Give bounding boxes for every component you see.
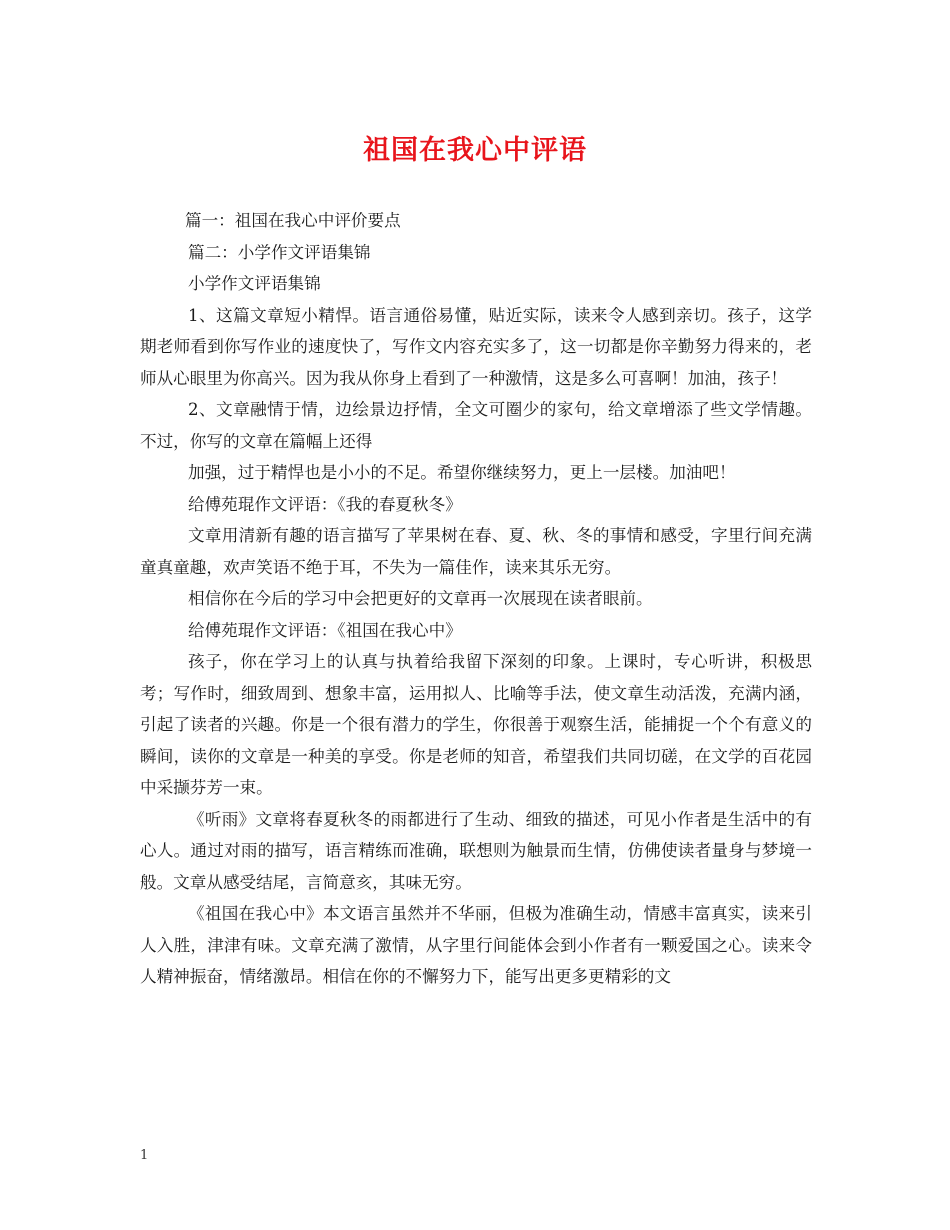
- paragraph-encouragement: 相信你在今后的学习中会把更好的文章再一次展现在读者眼前。: [188, 589, 653, 608]
- section-heading-1: 篇一：祖国在我心中评价要点: [185, 211, 401, 230]
- comment-heading-spring: 给傅苑琨作文评语：《我的春夏秋冬》: [188, 494, 462, 514]
- page-number: 1: [140, 1148, 149, 1163]
- paragraph-comment-1: 1、这篇文章短小精悍。语言通俗易懂，贴近实际，读来令人感到亲切。孩子，这学期老师看到你写作业的速度快了，写作文内容充实多了，这一切都是你辛勤努力得来的，老师从心眼里为你高兴。因为我从你身上看到了一种激情，这是多么可喜啊！加油，孩子！: [140, 305, 812, 388]
- paragraph-comment-motherland-2: 《祖国在我心中》本文语言虽然并不华丽，但极为准确生动，情感丰富真实，读来引人入胜，津津有味。文章充满了激情，从字里行间能体会到小作者有一颗爱国之心。读来令人精神振奋，情绪激昂。相信在你的不懈努力下，能写出更多更精彩的文: [140, 904, 812, 986]
- paragraph-comment-spring: 文章用清新有趣的语言描写了苹果树在春、夏、秋、冬的事情和感受，字里行间充满童真童趣，欢声笑语不绝于耳，不失为一篇佳作，读来其乐无穷。: [140, 526, 812, 577]
- paragraph-comment-motherland: 孩子，你在学习上的认真与执着给我留下深刻的印象。上课时，专心听讲，积极思考；写作时，细致周到、想象丰富，运用拟人、比喻等手法，使文章生动活泼，充满内涵，引起了读者的兴趣。你是一个很有潜力的学生，你很善于观察生活，能捕捉一个个有意义的瞬间，读你的文章是一种美的享受。你是老师的知音，希望我们共同切磋，在文学的百花园中采撷芬芳一束。: [140, 652, 812, 797]
- document-body: [140, 205, 812, 993]
- paragraph-comment-2-continued: 加强，过于精悍也是小小的不足。希望你继续努力，更上一层楼。加油吧！: [188, 463, 736, 482]
- section-heading-2: 篇二：小学作文评语集锦: [188, 242, 371, 262]
- document-title: 祖国在我心中评语: [363, 135, 587, 166]
- paragraph-comment-rain: 《听雨》文章将春夏秋冬的雨都进行了生动、细致的描述，可见小作者是生活中的有心人。通过对雨的描写，语言精练而准确，联想则为触景而生情，仿佛使读者量身与梦境一般。文章从感受结尾，言简意亥，其味无穷。: [140, 809, 812, 892]
- comment-heading-motherland: 给傅苑琨作文评语：《祖国在我心中》: [188, 620, 462, 640]
- paragraph-comment-2: 2、文章融情于情，边绘景边抒情，全文可圈少的家句，给文章增添了些文学情趣。不过，你写的文章在篇幅上还得: [140, 400, 812, 451]
- subheading: 小学作文评语集锦: [188, 274, 321, 293]
